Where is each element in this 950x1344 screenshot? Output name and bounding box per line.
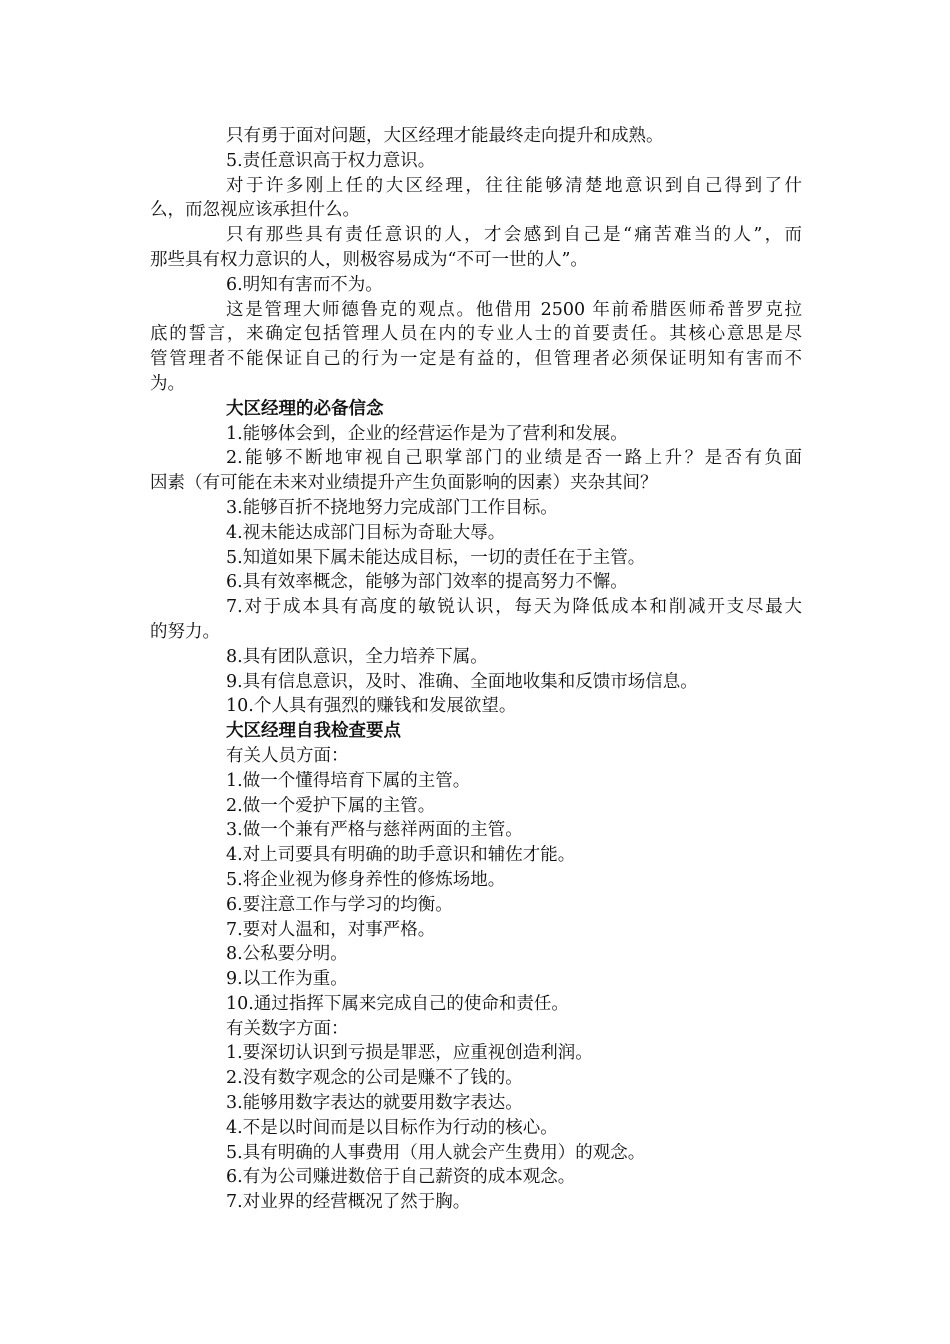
section-heading: 大区经理的必备信念 xyxy=(226,398,384,419)
list-item: 5.责任意识高于权力意识。 xyxy=(226,150,436,171)
paragraph-line: 只有勇于面对问题，大区经理才能最终走向提升和成熟。 xyxy=(226,126,664,146)
paragraph-line: 管管理者不能保证自己的行为一定是有益的，但管理者必须保证明知有害而不 xyxy=(150,349,802,370)
list-item: 1.做一个懂得培育下属的主管。 xyxy=(226,770,471,791)
list-item: 6.明知有害而不为。 xyxy=(226,274,383,295)
list-item: 2.没有数字观念的公司是赚不了钱的。 xyxy=(226,1068,523,1089)
subheading: 有关数字方面： xyxy=(226,1018,349,1039)
paragraph-line: 么，而忽视应该承担什么。 xyxy=(150,200,360,221)
paragraph-line: 的努力。 xyxy=(150,621,220,642)
paragraph-line: 为。 xyxy=(150,373,185,394)
list-item: 4.对上司要具有明确的助手意识和辅佐才能。 xyxy=(226,845,576,866)
paragraph-line: 底的誓言，来确定包括管理人员在内的专业人士的首要责任。其核心意思是尽 xyxy=(150,324,802,345)
list-item: 10.通过指挥下属来完成自己的使命和责任。 xyxy=(226,993,569,1014)
list-item: 7.对业界的经营概况了然于胸。 xyxy=(226,1192,471,1213)
list-item: 9.具有信息意识，及时、准确、全面地收集和反馈市场信息。 xyxy=(226,671,698,692)
list-item: 3.能够用数字表达的就要用数字表达。 xyxy=(226,1093,523,1114)
list-item: 3.能够百折不挠地努力完成部门工作目标。 xyxy=(226,497,558,518)
paragraph-line: 这是管理大师德鲁克的观点。他借用 2500 年前希腊医师希普罗克拉 xyxy=(226,299,802,320)
list-item: 5.知道如果下属未能达成目标，一切的责任在于主管。 xyxy=(226,547,646,568)
list-item: 9.以工作为重。 xyxy=(226,969,348,990)
paragraph-line: 因素（有可能在未来对业绩提升产生负面影响的因素）夹杂其间？ xyxy=(150,473,658,494)
list-item: 8.公私要分明。 xyxy=(226,944,348,965)
paragraph-line: 那些具有权力意识的人，则极容易成为“不可一世的人”。 xyxy=(150,249,588,270)
list-item: 7.要对人温和，对事严格。 xyxy=(226,919,436,940)
paragraph-line: 只有那些具有责任意识的人，才会感到自己是“痛苦难当的人”，而 xyxy=(226,225,802,246)
subheading: 有关人员方面： xyxy=(226,745,349,766)
paragraph-line: 对于许多刚上任的大区经理，往往能够清楚地意识到自己得到了什 xyxy=(226,175,802,196)
section-heading: 大区经理自我检查要点 xyxy=(226,721,401,742)
list-item: 5.将企业视为修身养性的修炼场地。 xyxy=(226,869,506,890)
list-item: 6.要注意工作与学习的均衡。 xyxy=(226,894,453,915)
list-item: 3.做一个兼有严格与慈祥两面的主管。 xyxy=(226,820,523,841)
list-item: 2.做一个爱护下属的主管。 xyxy=(226,795,436,816)
list-item: 4.视未能达成部门目标为奇耻大辱。 xyxy=(226,522,506,543)
list-item: 7.对于成本具有高度的敏锐认识，每天为降低成本和削减开支尽最大 xyxy=(226,597,802,618)
list-item: 6.具有效率概念，能够为部门效率的提高努力不懈。 xyxy=(226,572,628,593)
list-item: 1.要深切认识到亏损是罪恶，应重视创造利润。 xyxy=(226,1043,593,1064)
list-item: 1.能够体会到，企业的经营运作是为了营利和发展。 xyxy=(226,423,628,444)
list-item: 10.个人具有强烈的赚钱和发展欲望。 xyxy=(226,696,517,717)
list-item: 8.具有团队意识，全力培养下属。 xyxy=(226,646,488,667)
list-item: 6.有为公司赚进数倍于自己薪资的成本观念。 xyxy=(226,1167,576,1188)
list-item: 5.具有明确的人事费用（用人就会产生费用）的观念。 xyxy=(226,1142,646,1163)
list-item: 2.能够不断地审视自己职掌部门的业绩是否一路上升？是否有负面 xyxy=(226,448,802,469)
list-item: 4.不是以时间而是以目标作为行动的核心。 xyxy=(226,1117,558,1138)
document-page xyxy=(150,124,802,1215)
